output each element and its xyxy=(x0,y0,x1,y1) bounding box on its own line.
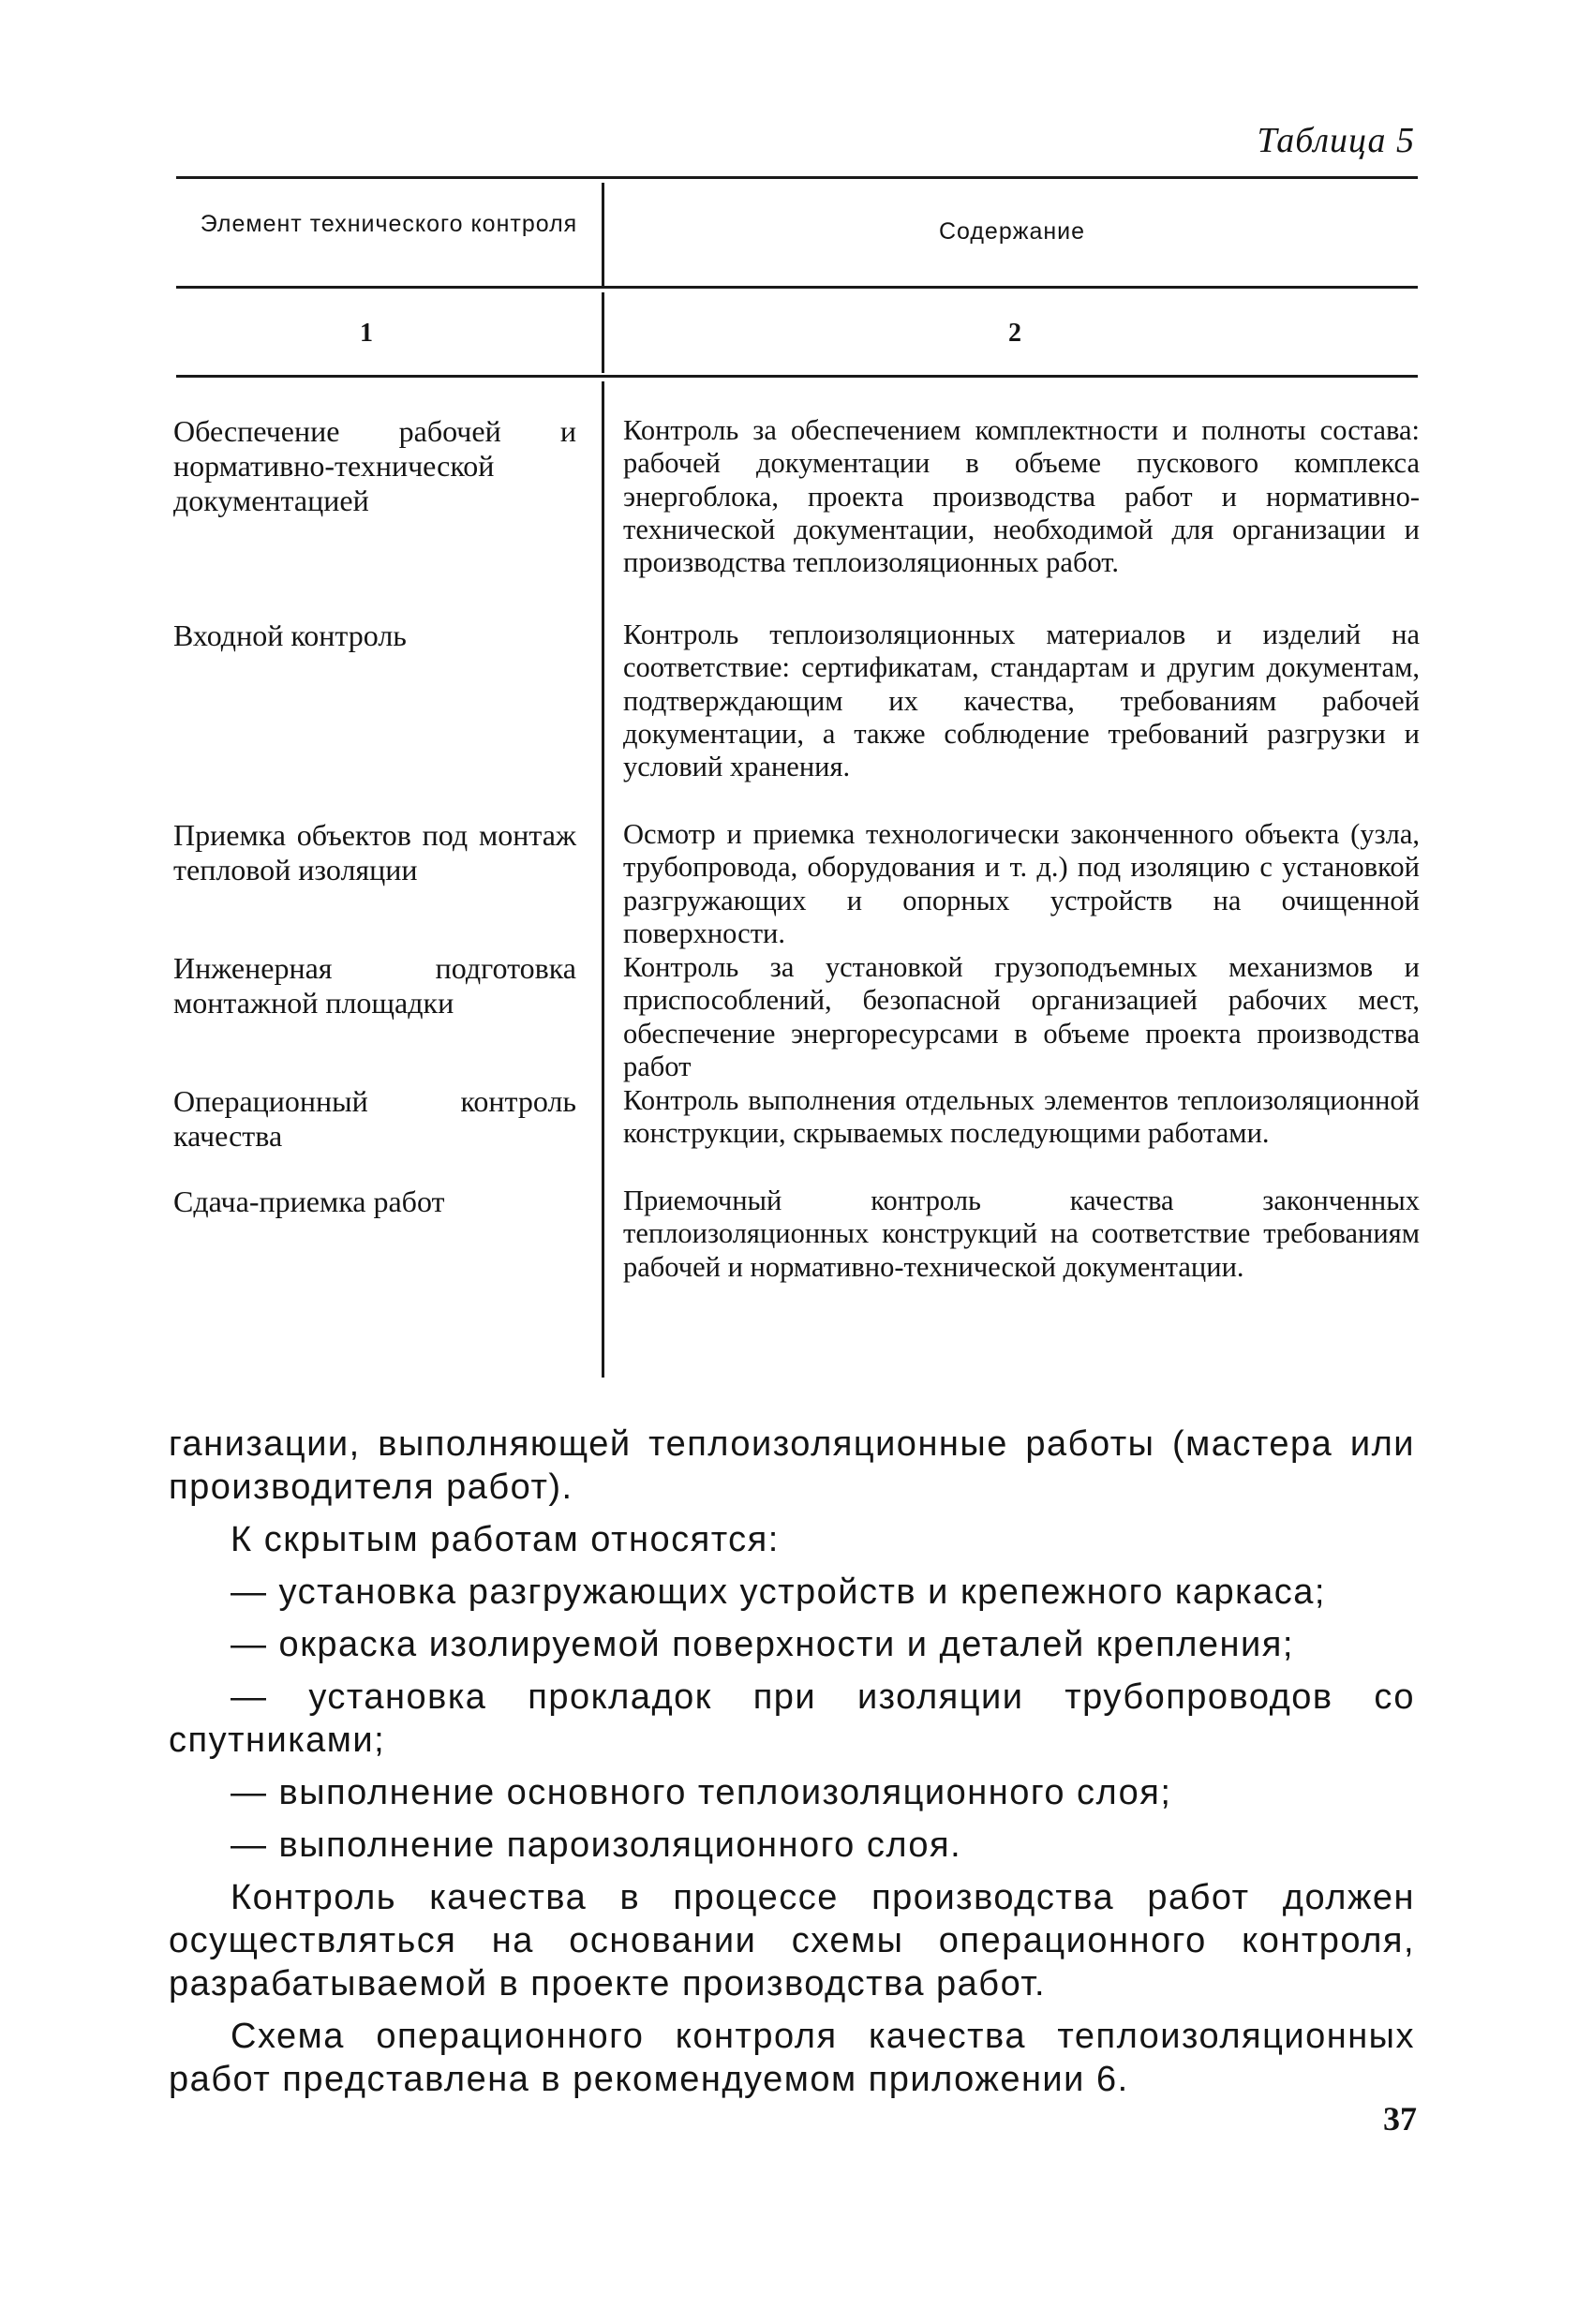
table-header-divider xyxy=(602,183,604,286)
row-2-content: Контроль теплоизоляционных материалов и изделий на соответствие: сертификатам, стандартам и другим документам, подтверждающим их качества, требованиям рабочей документации, а также соблюдение требований разгрузки и условий хранения. xyxy=(623,618,1420,783)
list-item: — установка прокладок при изоляции трубопроводов со спутниками; xyxy=(169,1677,1415,1760)
table-number-divider xyxy=(602,292,604,373)
list-item: — окраска изолируемой поверхности и деталей крепления; xyxy=(231,1625,1294,1664)
row-1-element: Обеспечение рабочей и нормативно-технической документацией xyxy=(173,414,576,517)
row-4-content: Контроль за установкой грузоподъемных механизмов и приспособлений, безопасной организацией рабочих мест, обеспечение энергоресурсами в объеме проекта производства работ xyxy=(623,951,1420,1082)
list-item: — выполнение пароизоляционного слоя. xyxy=(231,1825,962,1865)
row-3-element: Приемка объектов под монтаж тепловой изоляции xyxy=(173,818,576,886)
header-element-column: Элемент технического контроля xyxy=(200,211,578,237)
table-number-rule xyxy=(176,375,1418,378)
body-text xyxy=(169,1423,1415,2110)
paragraph-scheme-reference: Схема операционного контроля качества теплоизоляционных работ представлена в рекомендуемом приложении 6. xyxy=(169,2017,1415,2099)
row-1-content: Контроль за обеспечением комплектности и полноты состава: рабочей документации в объеме пускового комплекса энергоблока, проекта производства работ и нормативно-технической документации, необходимой для организации и производства теплоизоляционных работ. xyxy=(623,414,1420,579)
row-3-content: Осмотр и приемка технологически законченного объекта (узла, трубопровода, оборудования и т. д.) под изоляцию с установкой разгружающих и опорных устройств на очищенной поверхности. xyxy=(623,818,1420,949)
list-item: — установка разгружающих устройств и крепежного каркаса; xyxy=(231,1572,1326,1612)
row-5-element: Операционный контроль качества xyxy=(173,1084,576,1153)
paragraph-continuation: ганизации, выполняющей теплоизоляционные работы (мастера или производителя работ). xyxy=(169,1424,1415,1507)
paragraph-hidden-works-intro: К скрытым работам относятся: xyxy=(231,1520,780,1559)
row-6-content: Приемочный контроль качества законченных теплоизоляционных конструкций на соответствие требованиям рабочей и нормативно-технической документации. xyxy=(623,1184,1420,1283)
list-item: — выполнение основного теплоизоляционного слоя; xyxy=(231,1773,1172,1812)
table-top-rule xyxy=(176,176,1418,179)
row-4-element: Инженерная подготовка монтажной площадки xyxy=(173,951,576,1020)
column-number-1: 1 xyxy=(360,319,373,348)
column-number-2: 2 xyxy=(1008,319,1021,348)
row-2-element: Входной контроль xyxy=(173,618,407,652)
table-body-divider xyxy=(602,381,604,1378)
row-5-content: Контроль выполнения отдельных элементов теплоизоляционной конструкции, скрываемых последующими работами. xyxy=(623,1084,1420,1150)
paragraph-quality-control: Контроль качества в процессе производства работ должен осуществляться на основании схемы операционного контроля, разрабатываемой в проекте производства работ. xyxy=(169,1878,1415,2004)
table-caption: Таблица 5 xyxy=(1257,121,1415,160)
row-6-element: Сдача-приемка работ xyxy=(173,1184,445,1218)
header-content-column: Содержание xyxy=(938,218,1086,245)
table-header-rule xyxy=(176,286,1418,289)
page-number: 37 xyxy=(1383,2100,1417,2138)
